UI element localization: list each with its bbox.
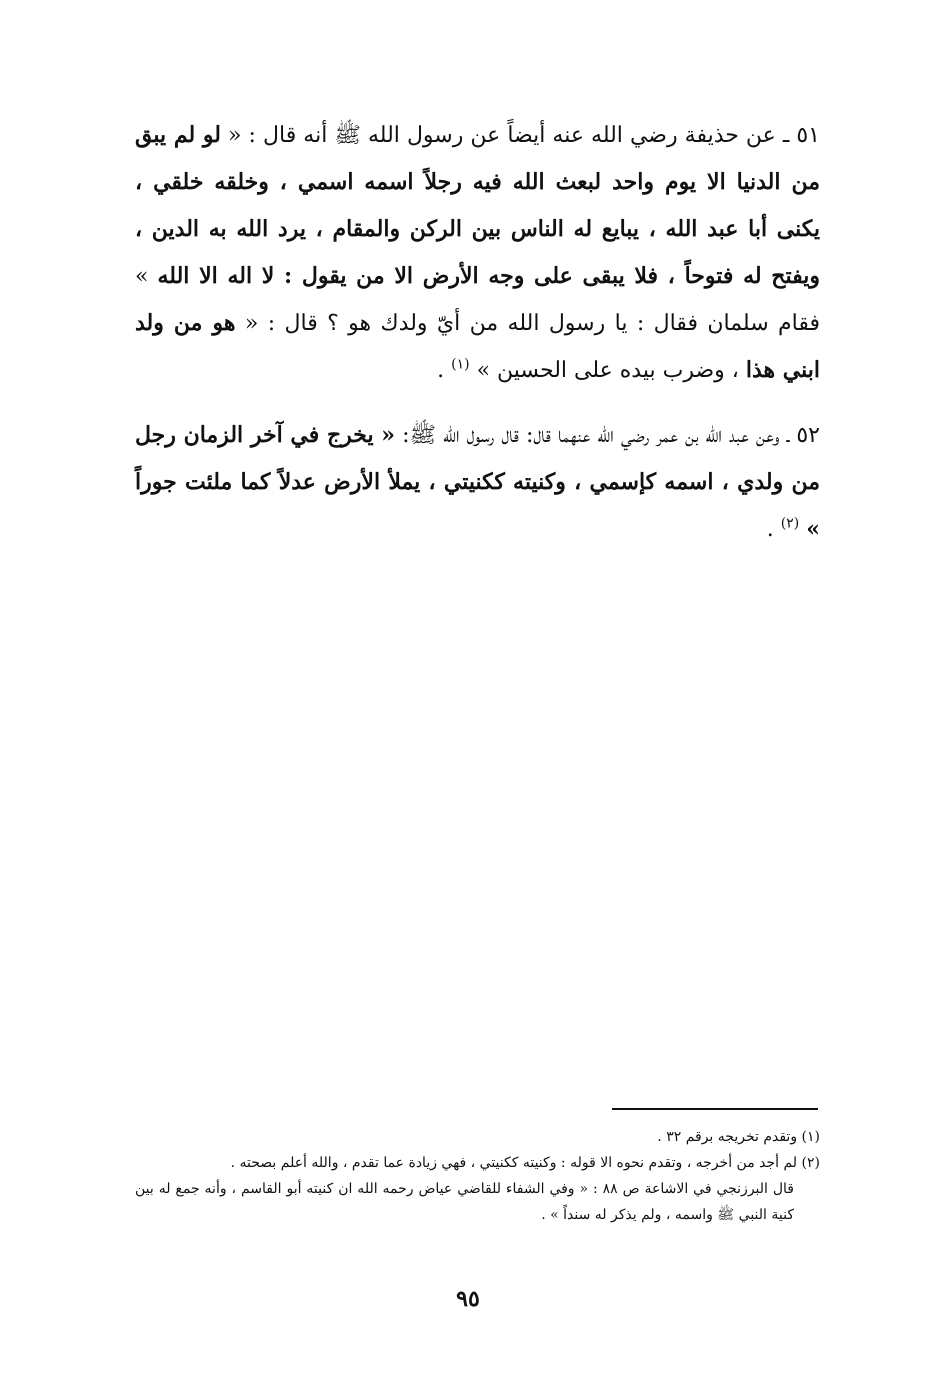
footnote-2-continued: قال البرزنجي في الاشاعة ص ٨٨ : « وفي الشفاء للقاضي عياض رحمه الله ان كنيته أبو القاسم ، وأنه جمع له بين كنية النبي ﷺ واسمه ، ولم يذكر له سنداً » .: [135, 1181, 794, 1223]
hadith-51-quote: لو لم يبق من الدنيا الا يوم واحد لبعث الله فيه رجلاً اسمه اسمي ، وخلقه خلقي ، يكنى أبا عبد الله ، يبايع له الناس بين الركن والمقام ، يرد الله به الدين ، ويفتح له فتوحاً ، فلا يبقى على وجه الأرض الا من يقول : لا اله الا الله: [135, 122, 821, 289]
hadith-51-middle: » فقام سلمان فقال : يا رسول الله من أيّ ولدك هو ؟ قال : «: [135, 264, 820, 336]
hadith-51-ending: ، وضرب بيده على الحسين »: [476, 358, 739, 383]
footnote-ref-1: (١): [451, 356, 470, 373]
hadith-52: [135, 412, 820, 553]
hadith-51-intro: ٥١ ـ عن حذيفة رضي الله عنه أيضاً عن رسول الله ﷺ أنه قال : «: [228, 123, 820, 148]
footnote-ref-2: (٢): [780, 515, 800, 532]
footnote-divider: [612, 1108, 818, 1110]
hadith-52-tail: .: [766, 517, 774, 542]
hadith-51-quote-2: هو من ولد ابني هذا: [135, 310, 820, 383]
page-number: ٩٥: [456, 1286, 480, 1312]
hadith-51-tail: .: [437, 358, 445, 383]
hadith-51: [135, 112, 820, 394]
footnote-1: (١) وتقدم تخريجه برقم ٣٢ .: [657, 1129, 820, 1145]
footnotes: [135, 1124, 820, 1228]
main-text: [135, 112, 820, 571]
hadith-52-intro: ٥٢ ـ وعن عبد الله بن عمر رضي الله عنهما قال: قال رسول الله ﷺ:: [402, 423, 820, 448]
hadith-52-quote: « يخرج في آخر الزمان رجل من ولدي ، اسمه كإسمي ، وكنيته ككنيتي ، يملأ الأرض عدلاً كما ملئت جوراً »: [135, 422, 820, 542]
footnote-2: (٢) لم أجد من أخرجه ، وتقدم نحوه الا قوله : وكنيته ككنيتي ، فهي زيادة عما تقدم ، والله أعلم بصحته .: [230, 1155, 820, 1171]
